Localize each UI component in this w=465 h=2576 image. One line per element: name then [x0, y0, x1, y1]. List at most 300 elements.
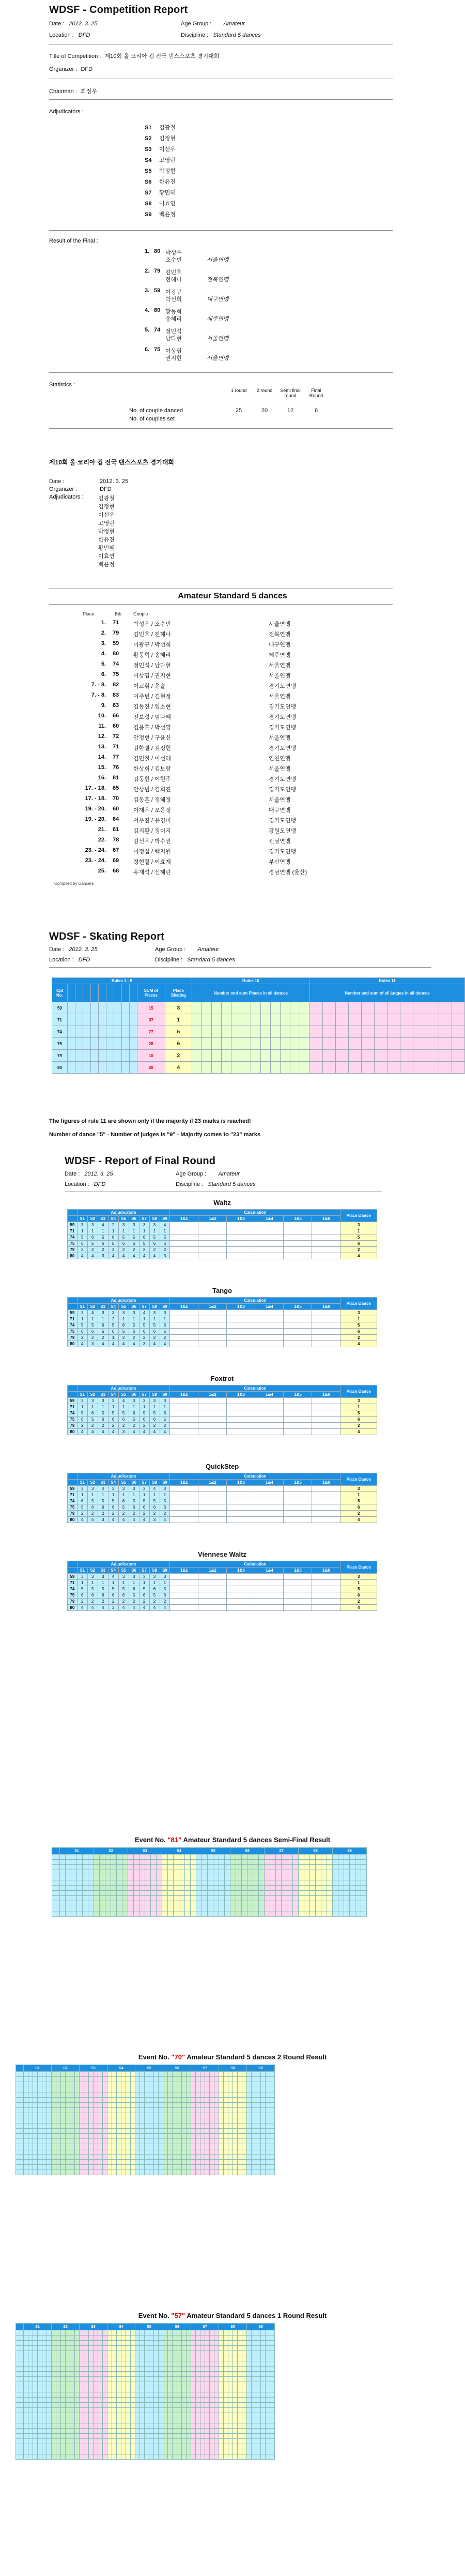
round-mark-cell — [219, 2387, 224, 2392]
judge-header: S3 — [98, 1304, 108, 1310]
round-mark-cell — [344, 1855, 350, 1860]
round-mark-cell — [24, 2082, 28, 2087]
round-mark-cell — [112, 2103, 117, 2108]
round-mark-cell — [219, 1855, 225, 1860]
round-mark-cell — [103, 2134, 107, 2139]
round-mark-cell — [52, 2082, 56, 2087]
round-event-no: "70" — [171, 2053, 185, 2061]
round-mark-cell — [191, 2144, 196, 2149]
round-mark-cell — [88, 1860, 94, 1865]
dance-place — [90, 1026, 98, 1038]
final-bib: 80 — [154, 248, 161, 254]
round-mark-cell — [173, 2429, 177, 2434]
judge-mark: 1 — [139, 1228, 149, 1234]
round-mark-cell — [80, 2170, 84, 2175]
round-mark-cell — [28, 2118, 33, 2123]
round-mark-cell — [94, 2082, 98, 2087]
round-mark-cell — [187, 2341, 191, 2346]
rule11-cell — [388, 1026, 400, 1038]
dance-place — [114, 1014, 121, 1026]
calc-cell — [312, 1580, 340, 1586]
round-mark-cell — [252, 2144, 256, 2149]
judge-mark: 3 — [108, 1486, 118, 1492]
round-mark-cell — [71, 1875, 77, 1880]
round-mark-cell — [75, 2155, 80, 2160]
round-mark-cell — [33, 2408, 38, 2413]
judge-mark: 6 — [149, 1586, 160, 1592]
round-mark-cell — [233, 2160, 238, 2165]
round-mark-cell — [270, 2077, 275, 2082]
skating-place: 3 — [165, 1002, 192, 1014]
judge-mark: 1 — [160, 1580, 170, 1586]
round-mark-cell — [159, 2418, 163, 2423]
round-mark-cell — [247, 2336, 252, 2341]
round-row-no — [52, 1880, 60, 1886]
calc-col-header: 1&2 — [198, 1216, 227, 1222]
round-mark-cell — [224, 2336, 228, 2341]
calc-cell — [312, 1417, 340, 1423]
round-mark-cell — [187, 2103, 191, 2108]
blank-header — [68, 1480, 78, 1486]
round-mark-cell — [107, 2434, 112, 2439]
round-mark-cell — [84, 2403, 89, 2408]
round-mark-cell — [270, 2165, 275, 2170]
couple-no: 79 — [68, 1335, 78, 1341]
rule11-cell — [310, 1014, 323, 1026]
round-mark-cell — [205, 2103, 210, 2108]
rule11-cell — [362, 1014, 375, 1026]
round-mark-cell — [185, 1855, 191, 1860]
round-mark-cell — [168, 2336, 173, 2341]
fr-date-value: 2012. 3. 25 — [84, 1171, 113, 1177]
round-mark-cell — [205, 2356, 210, 2361]
round-mark-cell — [89, 2160, 94, 2165]
dance-row — [68, 1247, 377, 1253]
round-mark-cell — [77, 1880, 83, 1886]
round-mark-cell — [168, 1860, 174, 1865]
round-mark-cell — [24, 2387, 28, 2392]
round-mark-cell — [270, 1906, 276, 1911]
round-mark-cell — [219, 2160, 224, 2165]
round-mark-cell — [117, 2087, 121, 2092]
round-mark-cell — [117, 2382, 121, 2387]
round-mark-cell — [168, 2108, 173, 2113]
round-mark-cell — [111, 1875, 117, 1880]
round-row-no — [16, 2087, 24, 2092]
round-mark-cell — [182, 2330, 187, 2336]
round-mark-cell — [154, 2449, 159, 2454]
round-mark-cell — [121, 2398, 126, 2403]
dance-col — [129, 984, 137, 1002]
judge-mark: 5 — [108, 1498, 118, 1504]
judge-mark: 6 — [108, 1234, 118, 1241]
round-mark-cell — [219, 1860, 225, 1865]
round-mark-cell — [228, 2092, 233, 2098]
round-mark-cell — [187, 2367, 191, 2372]
round-suffix: Amateur Standard 5 dances 1 Round Result — [187, 2312, 327, 2319]
round-mark-cell — [131, 2336, 135, 2341]
round-mark-cell — [66, 2398, 70, 2403]
round-mark-cell — [182, 2108, 187, 2113]
round-mark-cell — [61, 2413, 66, 2418]
round-mark-cell — [228, 2403, 233, 2408]
round-mark-cell — [205, 2098, 210, 2103]
round-mark-cell — [242, 2098, 247, 2103]
judge-mark: 5 — [77, 1322, 87, 1329]
round-mark-cell — [299, 1865, 304, 1870]
round-mark-cell — [210, 2444, 214, 2449]
round-mark-cell — [60, 1891, 66, 1896]
round-mark-cell — [140, 2134, 145, 2139]
judge-mark: 2 — [129, 1511, 139, 1517]
round-mark-cell — [24, 2330, 28, 2336]
skating-grid — [52, 977, 465, 1074]
round-mark-cell — [83, 1880, 88, 1886]
round-mark-cell — [126, 2398, 131, 2403]
round-mark-cell — [42, 2449, 47, 2454]
round-mark-cell — [256, 2454, 261, 2460]
judge-mark: 4 — [160, 1341, 170, 1347]
judge-mark: 6 — [108, 1504, 118, 1511]
round-mark-cell — [94, 2108, 98, 2113]
round-mark-cell — [200, 2170, 205, 2175]
round-mark-cell — [163, 2165, 168, 2170]
round-mark-cell — [117, 2113, 121, 2118]
round-mark-cell — [145, 2134, 149, 2139]
round-mark-cell — [103, 2103, 107, 2108]
round-mark-cell — [202, 1855, 208, 1860]
round-judge-header: S4 — [107, 2324, 135, 2330]
skating-title: WDSF - Skating Report — [49, 931, 165, 942]
round-mark-cell — [270, 2346, 275, 2351]
round-mark-cell — [89, 2336, 94, 2341]
round-mark-cell — [224, 2346, 228, 2351]
judge-mark: 6 — [129, 1329, 139, 1335]
organizer-value: DFD — [81, 66, 93, 72]
judge-mark: 2 — [118, 1335, 129, 1341]
round-mark-cell — [159, 2330, 163, 2336]
calc-cell — [170, 1222, 198, 1228]
round-mark-cell — [33, 2341, 38, 2346]
round-mark-cell — [252, 2165, 256, 2170]
round-mark-cell — [107, 2454, 112, 2460]
calc-cell — [255, 1310, 284, 1316]
dance-name: Viennese Waltz — [198, 1550, 246, 1558]
round-mark-cell — [163, 2439, 168, 2444]
round-mark-cell — [252, 2149, 256, 2155]
round-mark-cell — [66, 2170, 70, 2175]
round-mark-cell — [66, 1901, 71, 1906]
judge-header: S8 — [149, 1568, 160, 1574]
summary-bib: 64 — [113, 816, 119, 822]
round-mark-cell — [33, 2139, 38, 2144]
calc-cell — [255, 1341, 284, 1347]
round-mark-cell — [177, 2160, 182, 2165]
calc-cell — [170, 1605, 198, 1611]
round-mark-cell — [56, 2444, 61, 2449]
dance-col — [67, 984, 75, 1002]
summary-place: 21. — [98, 826, 106, 833]
round-mark-cell — [75, 2367, 80, 2372]
round-mark-cell — [200, 2382, 205, 2387]
round-mark-cell — [185, 1911, 191, 1917]
round-mark-cell — [310, 1870, 316, 1875]
round-judge-header: S9 — [247, 2065, 275, 2072]
round-mark-cell — [210, 2413, 214, 2418]
round-mark-cell — [310, 1911, 316, 1917]
round-mark-cell — [140, 2108, 145, 2113]
round-mark-cell — [252, 2170, 256, 2175]
round-mark-cell — [210, 2139, 214, 2144]
rule10-cell — [212, 1002, 222, 1014]
judge-mark: 5 — [77, 1586, 87, 1592]
round-mark-cell — [151, 1891, 157, 1896]
round-mark-cell — [242, 2113, 247, 2118]
round-mark-cell — [173, 2165, 177, 2170]
round-mark-cell — [219, 2330, 224, 2336]
calc-cell — [170, 1247, 198, 1253]
round-mark-cell — [98, 2403, 103, 2408]
round-mark-cell — [75, 2377, 80, 2382]
round-mark-cell — [70, 2123, 75, 2129]
round-mark-cell — [52, 2398, 56, 2403]
skating-row — [52, 1062, 465, 1074]
round-mark-cell — [38, 2092, 42, 2098]
dance-place — [106, 1050, 114, 1062]
round-mark-cell — [112, 2377, 117, 2382]
round-mark-cell — [47, 2444, 52, 2449]
round-mark-cell — [168, 1891, 174, 1896]
round-mark-cell — [163, 2361, 168, 2367]
sk-discipline — [155, 957, 235, 963]
round-mark-cell — [154, 2108, 159, 2113]
judge-mark: 6 — [160, 1410, 170, 1417]
round-mark-cell — [266, 2418, 270, 2423]
round-mark-cell — [168, 1875, 174, 1880]
round-mark-cell — [213, 1870, 219, 1875]
round-mark-cell — [28, 2129, 33, 2134]
round-mark-cell — [338, 1870, 344, 1875]
round-mark-cell — [179, 1860, 185, 1865]
round-mark-cell — [98, 2382, 103, 2387]
round-mark-cell — [47, 2382, 52, 2387]
judge-header: S3 — [98, 1568, 108, 1574]
round-mark-cell — [66, 2123, 70, 2129]
round-mark-cell — [77, 1906, 83, 1911]
round-mark-cell — [121, 2092, 126, 2098]
summary-place: 16. — [98, 775, 106, 781]
round-mark-cell — [94, 2170, 98, 2175]
summary-bib: 78 — [113, 837, 119, 843]
round-mark-cell — [219, 2149, 224, 2155]
blank-header — [68, 1568, 78, 1574]
round-mark-cell — [293, 1870, 299, 1875]
dance-place: 4 — [340, 1341, 377, 1347]
calc-cell — [227, 1310, 255, 1316]
round-mark-cell — [145, 2330, 149, 2336]
round-mark-cell — [149, 2429, 154, 2434]
round-mark-cell — [350, 1860, 355, 1865]
round-mark-cell — [154, 2149, 159, 2155]
round-mark-cell — [219, 1891, 225, 1896]
round-mark-cell — [191, 2087, 196, 2092]
round-mark-cell — [61, 2330, 66, 2336]
round-mark-cell — [242, 2403, 247, 2408]
round-row — [16, 2434, 275, 2439]
round-mark-cell — [84, 2123, 89, 2129]
calc-col-header: 1&1 — [170, 1568, 198, 1574]
round-mark-cell — [80, 2346, 84, 2351]
round-mark-cell — [24, 2118, 28, 2123]
judge-mark: 3 — [77, 1398, 87, 1404]
rule10-cell — [251, 1002, 261, 1014]
round-mark-cell — [89, 2098, 94, 2103]
round-mark-cell — [66, 2382, 70, 2387]
judge-header: S2 — [87, 1392, 98, 1398]
dance-row — [68, 1335, 377, 1341]
round-mark-cell — [126, 2155, 131, 2160]
round-mark-cell — [233, 2336, 238, 2341]
round-mark-cell — [94, 2144, 98, 2149]
judge-mark: 4 — [108, 1341, 118, 1347]
round-mark-cell — [299, 1860, 304, 1865]
round-mark-cell — [89, 2346, 94, 2351]
round-mark-cell — [355, 1886, 361, 1891]
round-mark-cell — [177, 2092, 182, 2098]
rule10-cell — [212, 1014, 222, 1026]
round-mark-cell — [140, 2149, 145, 2155]
round-mark-cell — [327, 1911, 333, 1917]
round-mark-cell — [135, 2351, 140, 2356]
round-mark-cell — [287, 1865, 293, 1870]
round-mark-cell — [219, 2449, 224, 2454]
round-mark-cell — [33, 2398, 38, 2403]
round-mark-cell — [52, 2129, 56, 2134]
round-mark-cell — [131, 2403, 135, 2408]
calc-cell — [170, 1429, 198, 1435]
summary-place: 23. - 24. — [85, 857, 106, 864]
round-mark-cell — [299, 1886, 304, 1891]
calc-cell — [198, 1417, 227, 1423]
round-mark-cell — [214, 2398, 219, 2403]
round-mark-cell — [111, 1886, 117, 1891]
summary-place: 22. — [98, 837, 106, 843]
judge-mark: 4 — [139, 1253, 149, 1259]
round-row-no — [16, 2149, 24, 2155]
round-mark-cell — [111, 1860, 117, 1865]
round-mark-cell — [154, 2372, 159, 2377]
judge-mark: 3 — [149, 1517, 160, 1523]
round-mark-cell — [56, 2098, 61, 2103]
round-row — [16, 2367, 275, 2372]
calc-cell — [227, 1404, 255, 1410]
round-mark-cell — [200, 2092, 205, 2098]
round-mark-cell — [38, 2077, 42, 2082]
dance-row — [68, 1234, 377, 1241]
round-mark-cell — [66, 2418, 70, 2423]
round-mark-cell — [224, 2423, 228, 2429]
round-mark-cell — [33, 2418, 38, 2423]
adjudicator-name: 박정현 — [159, 168, 176, 174]
round-mark-cell — [256, 2356, 261, 2361]
round-mark-cell — [344, 1896, 350, 1901]
round-mark-cell — [140, 2160, 145, 2165]
round-mark-cell — [70, 2449, 75, 2454]
round-mark-cell — [256, 2434, 261, 2439]
dance-place — [106, 1062, 114, 1074]
round-mark-cell — [47, 2413, 52, 2418]
round-mark-cell — [247, 1860, 253, 1865]
round-mark-cell — [187, 2429, 191, 2434]
round-mark-cell — [321, 1906, 327, 1911]
round-mark-cell — [225, 1875, 230, 1880]
summary-couple: 황동혁 / 송혜리 — [133, 652, 171, 658]
round-mark-cell — [121, 2392, 126, 2398]
round-mark-cell — [163, 2123, 168, 2129]
round-mark-cell — [94, 2149, 98, 2155]
round-mark-cell — [219, 2413, 224, 2418]
round-mark-cell — [159, 2129, 163, 2134]
judge-mark: 6 — [160, 1592, 170, 1599]
round-mark-cell — [327, 1886, 333, 1891]
round-mark-cell — [94, 1880, 100, 1886]
round-mark-cell — [173, 2356, 177, 2361]
round-row-no — [16, 2165, 24, 2170]
round-mark-cell — [38, 2129, 42, 2134]
round-mark-cell — [56, 2139, 61, 2144]
couple-no: 75 — [68, 1241, 78, 1247]
round-mark-cell — [140, 1855, 145, 1860]
round-mark-cell — [177, 2113, 182, 2118]
round-mark-cell — [187, 2356, 191, 2361]
summary-couple: 안정현 / 구윤신 — [133, 735, 171, 741]
round-mark-cell — [47, 2165, 52, 2170]
round-mark-cell — [247, 2341, 252, 2346]
round-mark-cell — [266, 2108, 270, 2113]
judge-mark: 1 — [98, 1580, 108, 1586]
summary-couple: 김민철 / 이선혜 — [133, 756, 171, 762]
round-mark-cell — [134, 1901, 140, 1906]
round-mark-cell — [56, 2082, 61, 2087]
round-mark-cell — [140, 2123, 145, 2129]
judge-mark: 5 — [108, 1586, 118, 1592]
round-mark-cell — [126, 2160, 131, 2165]
round-mark-cell — [333, 1906, 338, 1911]
round-mark-cell — [219, 2377, 224, 2382]
calc-cell — [312, 1599, 340, 1605]
round-mark-cell — [112, 2387, 117, 2392]
rule10-cell — [261, 1038, 271, 1050]
adjudicator-row — [145, 134, 176, 142]
round-mark-cell — [270, 1901, 276, 1906]
summary-adjudicator: 한유진 — [98, 537, 115, 543]
calc-cell — [170, 1492, 198, 1498]
round-mark-cell — [149, 2382, 154, 2387]
couple-no: 74 — [68, 1234, 78, 1241]
judge-mark: 2 — [98, 1247, 108, 1253]
round-mark-cell — [145, 1855, 151, 1860]
calc-cell — [312, 1404, 340, 1410]
calc-col-header: 1&6 — [312, 1480, 340, 1486]
round-mark-cell — [236, 1891, 242, 1896]
round-mark-cell — [135, 2170, 140, 2175]
round-mark-cell — [219, 2361, 224, 2367]
round-mark-cell — [122, 1880, 128, 1886]
summary-couple: 김용훈 / 박선영 — [133, 725, 171, 731]
round-mark-cell — [61, 2129, 66, 2134]
round-mark-cell — [200, 2367, 205, 2372]
round-mark-cell — [242, 2144, 247, 2149]
